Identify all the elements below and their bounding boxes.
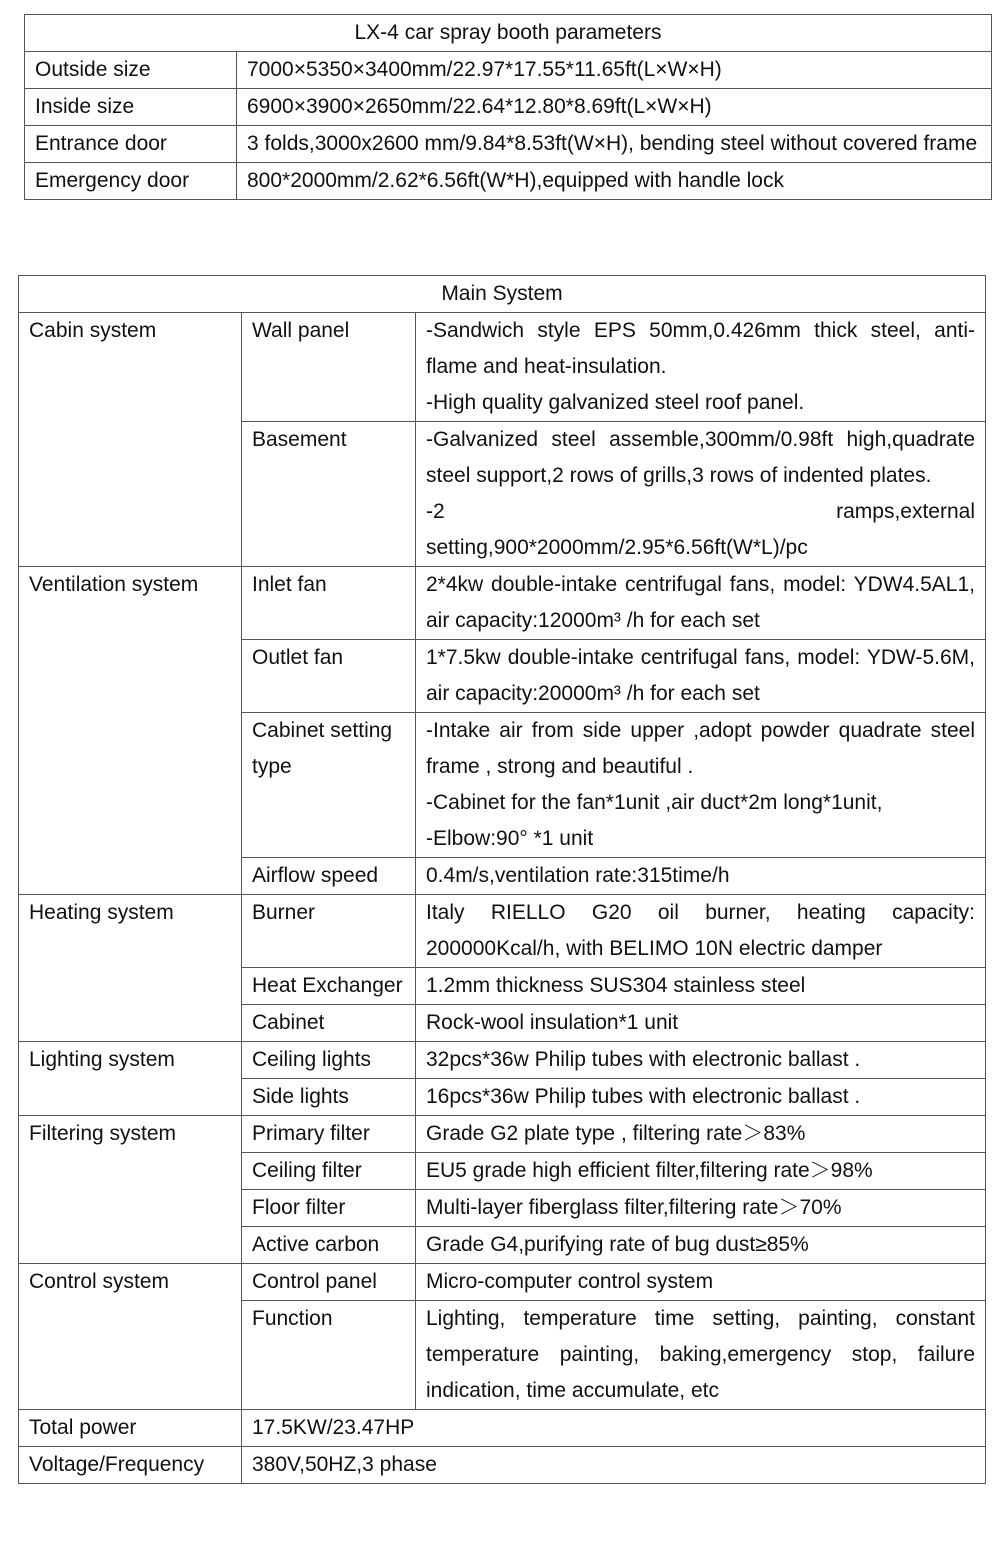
description-paragraph: Italy RIELLO G20 oil burner, heating capacity: 200000Kcal/h, with BELIMO 10N electric damper bbox=[426, 901, 975, 960]
table-title: Main System bbox=[19, 276, 986, 313]
component-description bbox=[416, 313, 986, 422]
param-label: Entrance door bbox=[25, 126, 237, 163]
booth-parameters-table bbox=[24, 14, 992, 200]
spec-value: 17.5KW/23.47HP bbox=[242, 1410, 986, 1447]
param-value: 3 folds,3000x2600 mm/9.84*8.53ft(W×H), bending steel without covered frame bbox=[237, 126, 992, 163]
table-row bbox=[19, 1410, 986, 1447]
spec-label: Voltage/Frequency bbox=[19, 1447, 242, 1484]
component-name: Floor filter bbox=[242, 1190, 416, 1227]
table-row bbox=[25, 126, 992, 163]
description-paragraph: Micro-computer control system bbox=[426, 1270, 714, 1293]
description-paragraph: -Elbow:90° *1 unit bbox=[426, 827, 594, 850]
component-name: Control panel bbox=[242, 1264, 416, 1301]
component-name: Cabinet bbox=[242, 1005, 416, 1042]
table-title: LX-4 car spray booth parameters bbox=[25, 15, 992, 52]
table-row bbox=[19, 1116, 986, 1153]
component-name: Heat Exchanger bbox=[242, 968, 416, 1005]
component-description bbox=[416, 713, 986, 858]
component-name: Outlet fan bbox=[242, 640, 416, 713]
description-paragraph: Lighting, temperature time setting, painting, constant temperature painting, baking,emergency stop, failure indication, time accumulate, etc bbox=[426, 1307, 975, 1402]
description-paragraph: -Galvanized steel assemble,300mm/0.98ft high,quadrate steel support,2 rows of grills,3 rows of indented plates. bbox=[426, 428, 975, 487]
table-row bbox=[19, 1042, 986, 1079]
description-paragraph: 1*7.5kw double-intake centrifugal fans, model: YDW-5.6M, air capacity:20000m³ /h for each set bbox=[426, 646, 975, 705]
system-name: Cabin system bbox=[19, 313, 242, 567]
component-name: Side lights bbox=[242, 1079, 416, 1116]
spec-label: Total power bbox=[19, 1410, 242, 1447]
description-paragraph: -Cabinet for the fan*1unit ,air duct*2m long*1unit, bbox=[426, 791, 883, 814]
system-name: Ventilation system bbox=[19, 567, 242, 895]
component-description bbox=[416, 1042, 986, 1079]
table-row bbox=[25, 52, 992, 89]
param-value: 7000×5350×3400mm/22.97*17.55*11.65ft(L×W×H) bbox=[237, 52, 992, 89]
description-paragraph: 2*4kw double-intake centrifugal fans, model: YDW4.5AL1, air capacity:12000m³ /h for each set bbox=[426, 573, 975, 632]
main-system-table bbox=[18, 275, 986, 1484]
component-description bbox=[416, 1227, 986, 1264]
component-description bbox=[416, 1301, 986, 1410]
component-name: Airflow speed bbox=[242, 858, 416, 895]
system-name: Heating system bbox=[19, 895, 242, 1042]
component-description bbox=[416, 640, 986, 713]
param-value: 800*2000mm/2.62*6.56ft(W*H),equipped with handle lock bbox=[237, 163, 992, 200]
component-name: Ceiling filter bbox=[242, 1153, 416, 1190]
component-name: Inlet fan bbox=[242, 567, 416, 640]
description-paragraph: -Sandwich style EPS 50mm,0.426mm thick steel, anti-flame and heat-insulation. bbox=[426, 319, 975, 378]
description-paragraph: Rock-wool insulation*1 unit bbox=[426, 1011, 679, 1034]
table-title-row bbox=[25, 15, 992, 52]
description-paragraph: -High quality galvanized steel roof panel. bbox=[426, 391, 805, 414]
component-description bbox=[416, 1079, 986, 1116]
system-name: Lighting system bbox=[19, 1042, 242, 1116]
component-name: Burner bbox=[242, 895, 416, 968]
table-row bbox=[19, 1264, 986, 1301]
component-name: Function bbox=[242, 1301, 416, 1410]
description-paragraph: -Intake air from side upper ,adopt powder quadrate steel frame , strong and beautiful . bbox=[426, 719, 975, 778]
component-name: Active carbon bbox=[242, 1227, 416, 1264]
component-description bbox=[416, 1190, 986, 1227]
table-row bbox=[25, 89, 992, 126]
component-name: Basement bbox=[242, 422, 416, 567]
spec-value: 380V,50HZ,3 phase bbox=[242, 1447, 986, 1484]
param-label: Outside size bbox=[25, 52, 237, 89]
table-title-row bbox=[19, 276, 986, 313]
description-paragraph: -2 ramps,external setting,900*2000mm/2.95*6.56ft(W*L)/pc bbox=[426, 500, 975, 559]
component-description bbox=[416, 1116, 986, 1153]
param-label: Emergency door bbox=[25, 163, 237, 200]
component-description bbox=[416, 567, 986, 640]
description-paragraph: Grade G4,purifying rate of bug dust≥85% bbox=[426, 1233, 809, 1256]
description-paragraph: 32pcs*36w Philip tubes with electronic ballast . bbox=[426, 1048, 861, 1071]
component-name: Wall panel bbox=[242, 313, 416, 422]
system-name: Control system bbox=[19, 1264, 242, 1410]
component-description bbox=[416, 858, 986, 895]
param-label: Inside size bbox=[25, 89, 237, 126]
component-description bbox=[416, 895, 986, 968]
table-row bbox=[19, 895, 986, 968]
component-name: Cabinet setting type bbox=[242, 713, 416, 858]
description-paragraph: 1.2mm thickness SUS304 stainless steel bbox=[426, 974, 806, 997]
component-description bbox=[416, 1264, 986, 1301]
component-name: Primary filter bbox=[242, 1116, 416, 1153]
description-paragraph: Multi-layer fiberglass filter,filtering rate＞70% bbox=[426, 1196, 842, 1219]
table-row bbox=[19, 313, 986, 422]
component-name: Ceiling lights bbox=[242, 1042, 416, 1079]
component-description bbox=[416, 968, 986, 1005]
description-paragraph: 0.4m/s,ventilation rate:315time/h bbox=[426, 864, 730, 887]
description-paragraph: 16pcs*36w Philip tubes with electronic ballast . bbox=[426, 1085, 861, 1108]
table-row bbox=[25, 163, 992, 200]
system-name: Filtering system bbox=[19, 1116, 242, 1264]
component-description bbox=[416, 1153, 986, 1190]
component-description bbox=[416, 422, 986, 567]
component-description bbox=[416, 1005, 986, 1042]
param-value: 6900×3900×2650mm/22.64*12.80*8.69ft(L×W×H) bbox=[237, 89, 992, 126]
table-row bbox=[19, 1447, 986, 1484]
description-paragraph: EU5 grade high efficient filter,filtering rate＞98% bbox=[426, 1159, 873, 1182]
table-row bbox=[19, 567, 986, 640]
description-paragraph: Grade G2 plate type , filtering rate＞83% bbox=[426, 1122, 806, 1145]
